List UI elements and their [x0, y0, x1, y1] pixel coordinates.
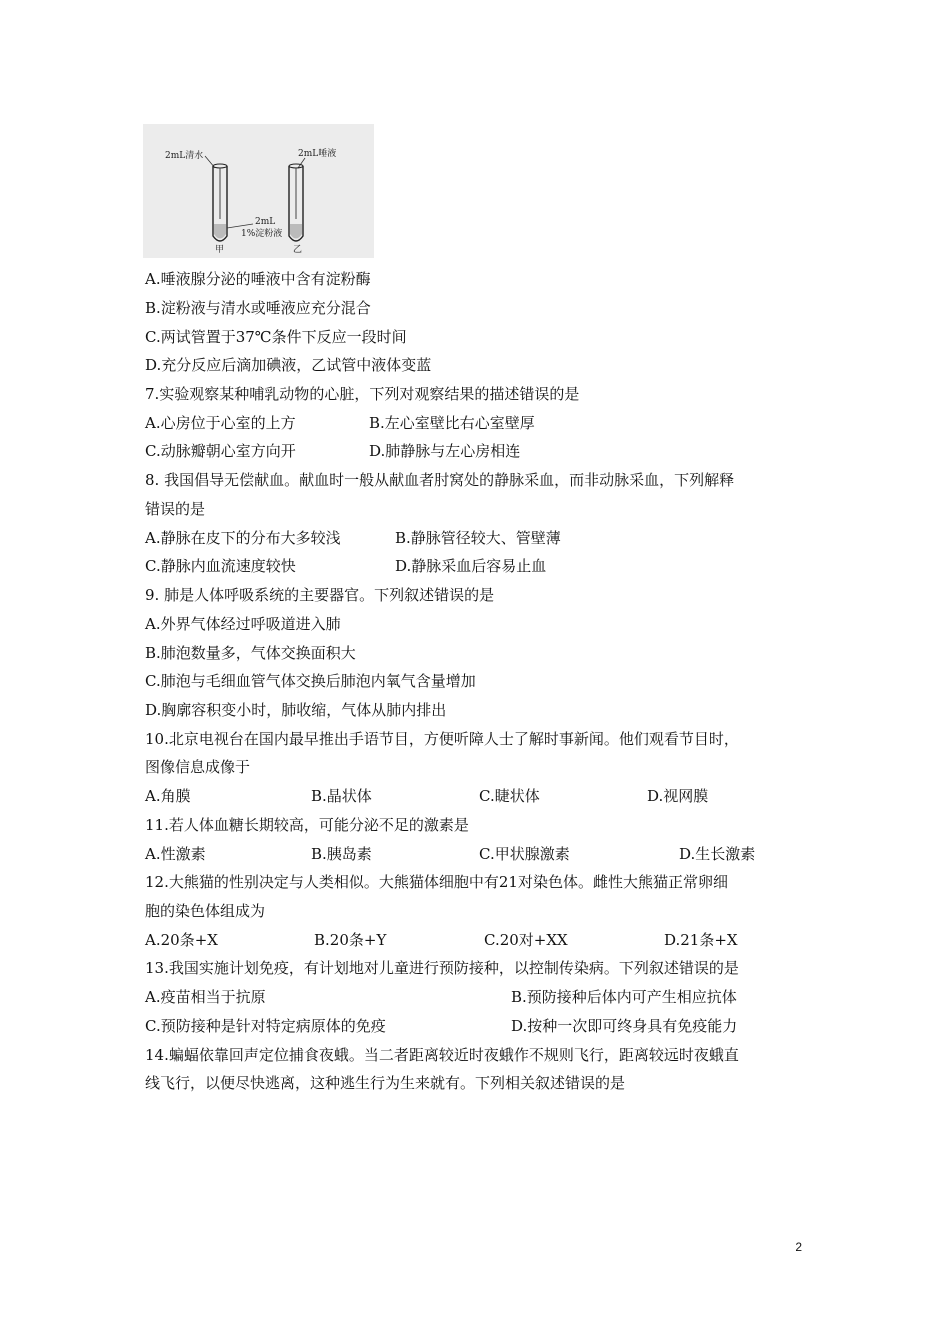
tube-b-label: 乙 — [293, 245, 303, 255]
test-tube-diagram — [143, 124, 374, 258]
q8-option-b: B.静脉管径较大、管壁薄 — [395, 529, 561, 547]
q7-option-b: B.左心室壁比右心室壁厚 — [369, 414, 535, 432]
q13-option-a: A.疫苗相当于抗原 — [145, 988, 266, 1006]
q8-stem-1: 8. 我国倡导无偿献血。献血时一般从献血者肘窝处的静脉采血，而非动脉采血，下列解释 — [145, 471, 735, 489]
label-starch-2: 1%淀粉液 — [241, 229, 283, 239]
q10-stem-2: 图像信息成像于 — [145, 758, 251, 776]
q11-option-b: B.胰岛素 — [311, 845, 372, 863]
q10-option-a: A.角膜 — [145, 787, 191, 805]
q10-option-c: C.睫状体 — [479, 787, 540, 805]
q9-option-b: B.肺泡数量多，气体交换面积大 — [145, 644, 356, 662]
q11-option-c: C.甲状腺激素 — [479, 845, 570, 863]
test-tube-figure — [143, 124, 374, 258]
label-right: 2mL唾液 — [298, 149, 337, 159]
q11-option-d: D.生长激素 — [679, 845, 756, 863]
q10-option-d: D.视网膜 — [647, 787, 709, 805]
q6-option-b: B.淀粉液与清水或唾液应充分混合 — [145, 299, 371, 317]
q12-option-c: C.20对+XX — [484, 931, 568, 949]
q6-option-c: C.两试管置于37℃条件下反应一段时间 — [145, 328, 407, 346]
q8-option-c: C.静脉内血流速度较快 — [145, 557, 296, 575]
label-left: 2mL清水 — [165, 151, 204, 161]
q9-option-d: D.胸廓容积变小时，肺收缩，气体从肺内排出 — [145, 701, 447, 719]
q12-option-d: D.21条+X — [664, 931, 738, 949]
label-starch: 2mL — [255, 217, 276, 227]
q8-option-a: A.静脉在皮下的分布大多较浅 — [145, 529, 341, 547]
q9-option-a: A.外界气体经过呼吸道进入肺 — [145, 615, 341, 633]
q10-option-b: B.晶状体 — [311, 787, 372, 805]
q8-stem-2: 错误的是 — [145, 500, 206, 518]
tube-a-label: 甲 — [215, 245, 225, 255]
q11-option-a: A.性激素 — [145, 845, 206, 863]
q7-stem: 7.实验观察某种哺乳动物的心脏，下列对观察结果的描述错误的是 — [145, 385, 580, 403]
q6-option-d: D.充分反应后滴加碘液，乙试管中液体变蓝 — [145, 356, 432, 374]
q12-stem-1: 12.大熊猫的性别决定与人类相似。大熊猫体细胞中有21对染色体。雌性大熊猫正常卵细 — [145, 873, 728, 891]
q9-option-c: C.肺泡与毛细血管气体交换后肺泡内氧气含量增加 — [145, 672, 476, 690]
q7-option-a: A.心房位于心室的上方 — [145, 414, 296, 432]
q9-stem: 9. 肺是人体呼吸系统的主要器官。下列叙述错误的是 — [145, 586, 495, 604]
q13-option-c: C.预防接种是针对特定病原体的免疫 — [145, 1017, 386, 1035]
q13-option-b: B.预防接种后体内可产生相应抗体 — [511, 988, 737, 1006]
q11-stem: 11.若人体血糖长期较高，可能分泌不足的激素是 — [145, 816, 469, 834]
page-number: 2 — [795, 1240, 802, 1254]
q8-option-d: D.静脉采血后容易止血 — [395, 557, 547, 575]
q12-stem-2: 胞的染色体组成为 — [145, 902, 266, 920]
q12-option-b: B.20条+Y — [314, 931, 387, 949]
q10-stem-1: 10.北京电视台在国内最早推出手语节目，方便听障人士了解时事新闻。他们观看节目时， — [145, 730, 739, 748]
q13-stem: 13.我国实施计划免疫，有计划地对儿童进行预防接种，以控制传染病。下列叙述错误的是 — [145, 959, 739, 977]
q14-stem-2: 线飞行，以便尽快逃离，这种逃生行为生来就有。下列相关叙述错误的是 — [145, 1074, 626, 1092]
q6-option-a: A.唾液腺分泌的唾液中含有淀粉酶 — [145, 270, 371, 288]
q12-option-a: A.20条+X — [145, 931, 218, 949]
q7-option-d: D.肺静脉与左心房相连 — [369, 442, 521, 460]
q7-option-c: C.动脉瓣朝心室方向开 — [145, 442, 296, 460]
q14-stem-1: 14.蝙蝠依靠回声定位捕食夜蛾。当二者距离较近时夜蛾作不规则飞行，距离较远时夜蛾直 — [145, 1046, 739, 1064]
q13-option-d: D.按种一次即可终身具有免疫能力 — [511, 1017, 738, 1035]
